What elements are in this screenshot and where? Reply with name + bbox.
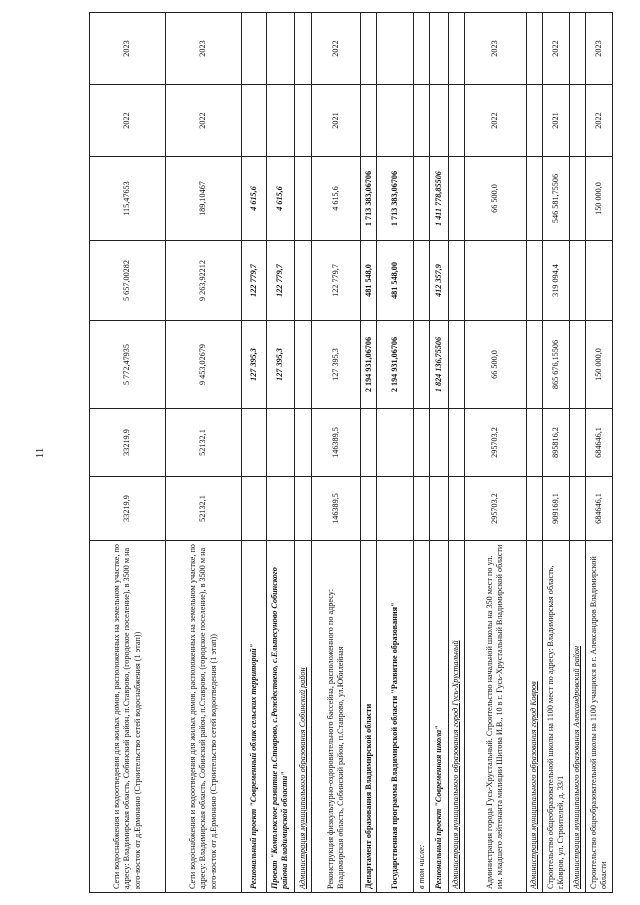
federal-funding-cell: 481 548,0 (361, 241, 377, 321)
start-year-cell (241, 85, 266, 157)
start-year-cell (414, 85, 430, 157)
object-name-cell: Администрация муниципального образования город Гусь-Хрустальный (448, 541, 464, 893)
object-name-cell: Сети водоснабжения и водоотведения для жилых домов, расположенных на земельном участке, по адресу: Владимирская область, Собинский район, п.Ставрово, (городское поселение), в 3500 м на юго-восток от д.Ермонино (Строительство сетей водоотведения (1 этап)) (165, 541, 241, 893)
end-year-cell (526, 13, 542, 85)
regional-funding-cell: 189,10467 (165, 157, 241, 241)
table-row (361, 13, 377, 893)
total-funding-cell (569, 321, 585, 409)
remaining-cost-cell: 295703,2 (465, 409, 527, 477)
end-year-cell (361, 13, 377, 85)
regional-funding-cell: 1 411 778,85506 (430, 157, 448, 241)
start-year-cell (430, 85, 448, 157)
remaining-cost-cell (266, 409, 295, 477)
table-row (266, 13, 295, 893)
object-name-cell: Администрация города Гусь-Хрустальный. Строительство начальной школы на 350 мест по ул. им. младшего лейтенанта милиции Шитова И.В., 10 в г. Гусь-Хрустальный Владимирской области (465, 541, 527, 893)
start-year-cell (448, 85, 464, 157)
end-year-cell (295, 13, 311, 85)
regional-funding-cell: 4 615,6 (241, 157, 266, 241)
object-name-cell: Администрация муниципального образования Собинский район (295, 541, 311, 893)
table-row (377, 13, 414, 893)
remaining-cost-cell: 52132,1 (165, 409, 241, 477)
regional-funding-cell (414, 157, 430, 241)
rotated-table-container (89, 13, 613, 893)
regional-funding-cell: 66 500,0 (465, 157, 527, 241)
estimated-cost-cell (295, 477, 311, 541)
estimated-cost-cell (241, 477, 266, 541)
estimated-cost-cell: 684646,1 (586, 477, 613, 541)
table-row (414, 13, 430, 893)
table-row (569, 13, 585, 893)
table-row (526, 13, 542, 893)
total-funding-cell (295, 321, 311, 409)
table-row (90, 13, 166, 893)
end-year-cell: 2023 (165, 13, 241, 85)
remaining-cost-cell (430, 409, 448, 477)
start-year-cell (361, 85, 377, 157)
federal-funding-cell (569, 241, 585, 321)
end-year-cell: 2023 (586, 13, 613, 85)
start-year-cell: 2022 (465, 85, 527, 157)
total-funding-cell: 66 500,0 (465, 321, 527, 409)
end-year-cell (569, 13, 585, 85)
remaining-cost-cell: 146389,5 (311, 409, 360, 477)
end-year-cell: 2023 (465, 13, 527, 85)
start-year-cell: 2021 (311, 85, 360, 157)
estimated-cost-cell: 295703,2 (465, 477, 527, 541)
federal-funding-cell (448, 241, 464, 321)
federal-funding-cell: 122 779,7 (241, 241, 266, 321)
end-year-cell (266, 13, 295, 85)
regional-funding-cell: 4 615,6 (266, 157, 295, 241)
federal-funding-cell: 319 094,4 (543, 241, 570, 321)
regional-funding-cell: 546 581,75506 (543, 157, 570, 241)
estimated-cost-cell: 909169,1 (543, 477, 570, 541)
total-funding-cell: 9 453,02679 (165, 321, 241, 409)
estimated-cost-cell (414, 477, 430, 541)
table-row (311, 13, 360, 893)
total-funding-cell: 1 824 136,75506 (430, 321, 448, 409)
estimated-cost-cell (569, 477, 585, 541)
total-funding-cell: 2 194 931,06706 (361, 321, 377, 409)
object-name-cell: Строительство общеобразовательной школы на 1100 мест по адресу: Владимирская область, г.Ковров, ул. Строителей, д. 33/1 (543, 541, 570, 893)
federal-funding-cell (414, 241, 430, 321)
remaining-cost-cell (361, 409, 377, 477)
total-funding-cell: 865 676,15506 (543, 321, 570, 409)
start-year-cell: 2022 (586, 85, 613, 157)
object-name-cell: Государственная программа Владимирской области "Развитие образования" (377, 541, 414, 893)
federal-funding-cell (465, 241, 527, 321)
estimated-cost-cell (266, 477, 295, 541)
remaining-cost-cell (295, 409, 311, 477)
remaining-cost-cell (377, 409, 414, 477)
remaining-cost-cell (569, 409, 585, 477)
end-year-cell (448, 13, 464, 85)
federal-funding-cell (295, 241, 311, 321)
federal-funding-cell: 481 548,00 (377, 241, 414, 321)
estimated-cost-cell (526, 477, 542, 541)
federal-funding-cell: 5 657,00282 (90, 241, 166, 321)
estimated-cost-cell: 146389,5 (311, 477, 360, 541)
total-funding-cell: 127 395,3 (266, 321, 295, 409)
federal-funding-cell: 412 357,9 (430, 241, 448, 321)
total-funding-cell (526, 321, 542, 409)
end-year-cell: 2022 (311, 13, 360, 85)
total-funding-cell: 5 772,47935 (90, 321, 166, 409)
table-row (165, 13, 241, 893)
remaining-cost-cell: 684646,1 (586, 409, 613, 477)
end-year-cell (377, 13, 414, 85)
estimated-cost-cell: 33219,9 (90, 477, 166, 541)
estimated-cost-cell (361, 477, 377, 541)
table-row (295, 13, 311, 893)
table-row (448, 13, 464, 893)
end-year-cell: 2023 (90, 13, 166, 85)
object-name-cell: Администрация муниципального образования город Ковров (526, 541, 542, 893)
regional-funding-cell (448, 157, 464, 241)
object-name-cell: Администрация муниципального образования Александровский район (569, 541, 585, 893)
table-row (465, 13, 527, 893)
start-year-cell (377, 85, 414, 157)
remaining-cost-cell (448, 409, 464, 477)
table-row (241, 13, 266, 893)
estimated-cost-cell (430, 477, 448, 541)
end-year-cell: 2022 (543, 13, 570, 85)
total-funding-cell: 127 395,3 (241, 321, 266, 409)
start-year-cell (569, 85, 585, 157)
start-year-cell (266, 85, 295, 157)
regional-funding-cell (569, 157, 585, 241)
investment-table (89, 12, 613, 893)
estimated-cost-cell (377, 477, 414, 541)
regional-funding-cell: 150 000,0 (586, 157, 613, 241)
remaining-cost-cell (414, 409, 430, 477)
start-year-cell: 2021 (543, 85, 570, 157)
end-year-cell (430, 13, 448, 85)
start-year-cell (295, 85, 311, 157)
regional-funding-cell: 1 713 383,06706 (377, 157, 414, 241)
estimated-cost-cell (448, 477, 464, 541)
federal-funding-cell: 122 779,7 (311, 241, 360, 321)
estimated-cost-cell: 52132,1 (165, 477, 241, 541)
remaining-cost-cell (526, 409, 542, 477)
start-year-cell (526, 85, 542, 157)
object-name-cell: в том числе: (414, 541, 430, 893)
table-row (543, 13, 570, 893)
remaining-cost-cell: 33219,9 (90, 409, 166, 477)
remaining-cost-cell: 895816,2 (543, 409, 570, 477)
end-year-cell (414, 13, 430, 85)
total-funding-cell: 127 395,3 (311, 321, 360, 409)
regional-funding-cell: 4 615,6 (311, 157, 360, 241)
start-year-cell: 2022 (165, 85, 241, 157)
federal-funding-cell (586, 241, 613, 321)
table-row (430, 13, 448, 893)
object-name-cell: Департамент образования Владимирской области (361, 541, 377, 893)
regional-funding-cell (295, 157, 311, 241)
federal-funding-cell: 9 263,92212 (165, 241, 241, 321)
object-name-cell: Реконструкция физкультурно-оздоровительного бассейна, расположенного по адресу: Владимирская область, Собинский район, п.Ставрово, ул.Юбилейная (311, 541, 360, 893)
total-funding-cell: 150 000,0 (586, 321, 613, 409)
federal-funding-cell (526, 241, 542, 321)
total-funding-cell (448, 321, 464, 409)
regional-funding-cell: 1 713 383,06706 (361, 157, 377, 241)
federal-funding-cell: 122 779,7 (266, 241, 295, 321)
object-name-cell: Региональный проект "Современный облик сельских территорий" (241, 541, 266, 893)
object-name-cell: Строительство общеобразовательной школы на 1100 учащихся в г. Александров Владимирской области (586, 541, 613, 893)
start-year-cell: 2022 (90, 85, 166, 157)
page-number: 11 (34, 447, 46, 459)
total-funding-cell: 2 194 931,06706 (377, 321, 414, 409)
object-name-cell: Проект "Комплексное развитие п.Ставрово, с.Рождествено, с.Ельтесуново Собинского района Владимирской области" (266, 541, 295, 893)
regional-funding-cell: 115,47653 (90, 157, 166, 241)
regional-funding-cell (526, 157, 542, 241)
object-name-cell: Региональный проект "Современная школа" (430, 541, 448, 893)
total-funding-cell (414, 321, 430, 409)
table-row (586, 13, 613, 893)
object-name-cell: Сети водоснабжения и водоотведения для жилых домов, расположенных на земельном участке, по адресу: Владимирская область, Собинский район, п.Ставрово, (городское поселение), в 3500 м на юго-восток от д.Ермонино (Строительство сетей водоснабжения (1 этап)) (90, 541, 166, 893)
end-year-cell (241, 13, 266, 85)
remaining-cost-cell (241, 409, 266, 477)
